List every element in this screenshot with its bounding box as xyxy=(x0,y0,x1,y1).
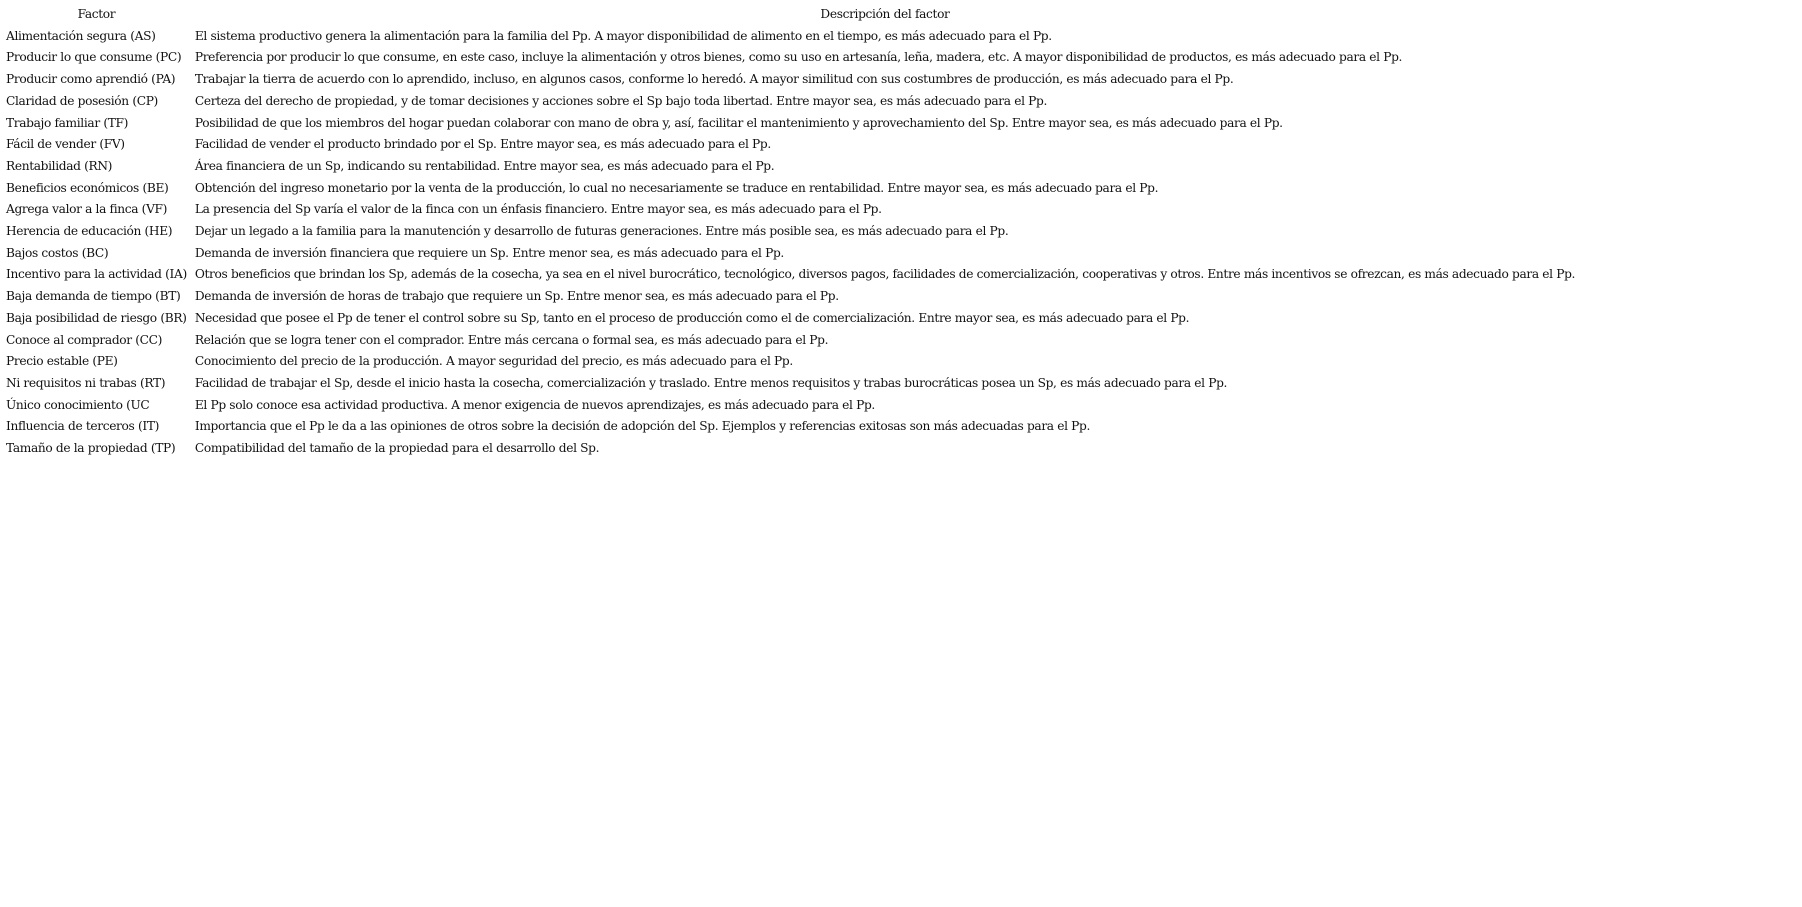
header-description: Descripción del factor xyxy=(820,7,950,21)
table-row xyxy=(2,351,1579,373)
cell-factor: Tamaño de la propiedad (TP) xyxy=(6,441,176,456)
cell-description: El sistema productivo genera la alimentación para la familia del Pp. A mayor disponibilidad de alimento en el tiempo, es más adecuado para el Pp. xyxy=(194,28,1052,43)
cell-description: Certeza del derecho de propiedad, y de tomar decisiones y acciones sobre el Sp bajo toda libertad. Entre mayor sea, es más adecuado para el Pp. xyxy=(194,93,1047,108)
cell-description: El Pp solo conoce esa actividad productiva. A menor exigencia de nuevos aprendizajes, es más adecuado para el Pp. xyxy=(194,397,875,412)
table-row xyxy=(2,373,1579,395)
cell-factor: Baja demanda de tiempo (BT) xyxy=(6,289,181,304)
table-row xyxy=(2,308,1579,330)
table-row xyxy=(2,264,1579,286)
cell-factor: Conoce al comprador (CC) xyxy=(6,332,163,347)
cell-description: Facilidad de trabajar el Sp, desde el inicio hasta la cosecha, comercialización y traslado. Entre menos requisitos y trabas burocráticas posea un Sp, es más adecuado para el Pp. xyxy=(194,375,1228,390)
cell-factor: Producir como aprendió (PA) xyxy=(6,72,176,87)
cell-factor: Herencia de educación (HE) xyxy=(6,224,173,239)
table-row xyxy=(2,178,1579,200)
cell-description: Necesidad que posee el Pp de tener el control sobre su Sp, tanto en el proceso de producción como el de comercialización. Entre mayor sea, es más adecuado para el Pp. xyxy=(194,310,1190,325)
table-row xyxy=(2,199,1579,221)
cell-description: Relación que se logra tener con el comprador. Entre más cercana o formal sea, es más adecuado para el Pp. xyxy=(194,332,829,347)
cell-description: Área financiera de un Sp, indicando su rentabilidad. Entre mayor sea, es más adecuado para el Pp. xyxy=(194,158,775,173)
cell-factor: Fácil de vender (FV) xyxy=(6,137,125,152)
cell-description: Demanda de inversión financiera que requiere un Sp. Entre menor sea, es más adecuado para el Pp. xyxy=(194,245,784,260)
table-row xyxy=(2,286,1579,308)
header-row xyxy=(2,4,1579,26)
cell-description: Conocimiento del precio de la producción. A mayor seguridad del precio, es más adecuado para el Pp. xyxy=(194,354,793,369)
table-row xyxy=(2,69,1579,91)
table-row xyxy=(2,156,1579,178)
table-row xyxy=(2,26,1579,48)
factors-table xyxy=(2,4,1579,460)
cell-description: Compatibilidad del tamaño de la propiedad para el desarrollo del Sp. xyxy=(194,441,600,456)
cell-description: La presencia del Sp varía el valor de la finca con un énfasis financiero. Entre mayor sea, es más adecuado para el Pp. xyxy=(194,202,882,217)
cell-description: Importancia que el Pp le da a las opiniones de otros sobre la decisión de adopción del Sp. Ejemplos y referencias exitosas son más adecuadas para el Pp. xyxy=(194,419,1091,434)
cell-factor: Baja posibilidad de riesgo (BR) xyxy=(6,310,187,325)
cell-factor: Beneficios económicos (BE) xyxy=(6,180,169,195)
cell-factor: Agrega valor a la finca (VF) xyxy=(6,202,168,217)
header-factor: Factor xyxy=(77,7,116,21)
table-row xyxy=(2,134,1579,156)
table-row xyxy=(2,91,1579,113)
table-row xyxy=(2,243,1579,265)
cell-description: Dejar un legado a la familia para la manutención y desarrollo de futuras generaciones. Entre más posible sea, es más adecuado para el Pp. xyxy=(194,224,1009,239)
cell-factor: Incentivo para la actividad (IA) xyxy=(6,267,187,282)
cell-description: Trabajar la tierra de acuerdo con lo aprendido, incluso, en algunos casos, conforme lo heredó. A mayor similitud con sus costumbres de producción, es más adecuado para el Pp. xyxy=(194,72,1234,87)
cell-factor: Producir lo que consume (PC) xyxy=(6,50,182,65)
table-row xyxy=(2,416,1579,438)
cell-factor: Ni requisitos ni trabas (RT) xyxy=(6,375,166,390)
table-row xyxy=(2,395,1579,417)
cell-factor: Rentabilidad (RN) xyxy=(6,158,113,173)
table-row xyxy=(2,330,1579,352)
cell-description: Posibilidad de que los miembros del hogar puedan colaborar con mano de obra y, así, facilitar el mantenimiento y aprovechamiento del Sp. Entre mayor sea, es más adecuado para el Pp. xyxy=(194,115,1283,130)
cell-description: Obtención del ingreso monetario por la venta de la producción, lo cual no necesariamente se traduce en rentabilidad. Entre mayor sea, es más adecuado para el Pp. xyxy=(194,180,1159,195)
cell-factor: Precio estable (PE) xyxy=(6,354,118,369)
cell-factor: Influencia de terceros (IT) xyxy=(6,419,160,434)
cell-factor: Bajos costos (BC) xyxy=(6,245,109,260)
cell-factor: Único conocimiento (UC xyxy=(6,397,150,412)
cell-description: Facilidad de vender el producto brindado por el Sp. Entre mayor sea, es más adecuado para el Pp. xyxy=(194,137,771,152)
cell-description: Demanda de inversión de horas de trabajo que requiere un Sp. Entre menor sea, es más adecuado para el Pp. xyxy=(194,289,839,304)
cell-factor: Trabajo familiar (TF) xyxy=(6,115,129,130)
table-row xyxy=(2,47,1579,69)
table-row xyxy=(2,221,1579,243)
cell-description: Preferencia por producir lo que consume, en este caso, incluye la alimentación y otros bienes, como su uso en artesanía, leña, madera, etc. A mayor disponibilidad de productos, es más adecuado para el Pp. xyxy=(194,50,1403,65)
cell-factor: Claridad de posesión (CP) xyxy=(6,93,158,108)
cell-factor: Alimentación segura (AS) xyxy=(6,28,156,43)
table-row xyxy=(2,113,1579,135)
cell-description: Otros beneficios que brindan los Sp, además de la cosecha, ya sea en el nivel burocrático, tecnológico, diversos pagos, facilidades de comercialización, cooperativas y otros. Entre más incentivos se ofrezcan, es más adecuado para el Pp. xyxy=(194,267,1576,282)
table-row xyxy=(2,438,1579,460)
